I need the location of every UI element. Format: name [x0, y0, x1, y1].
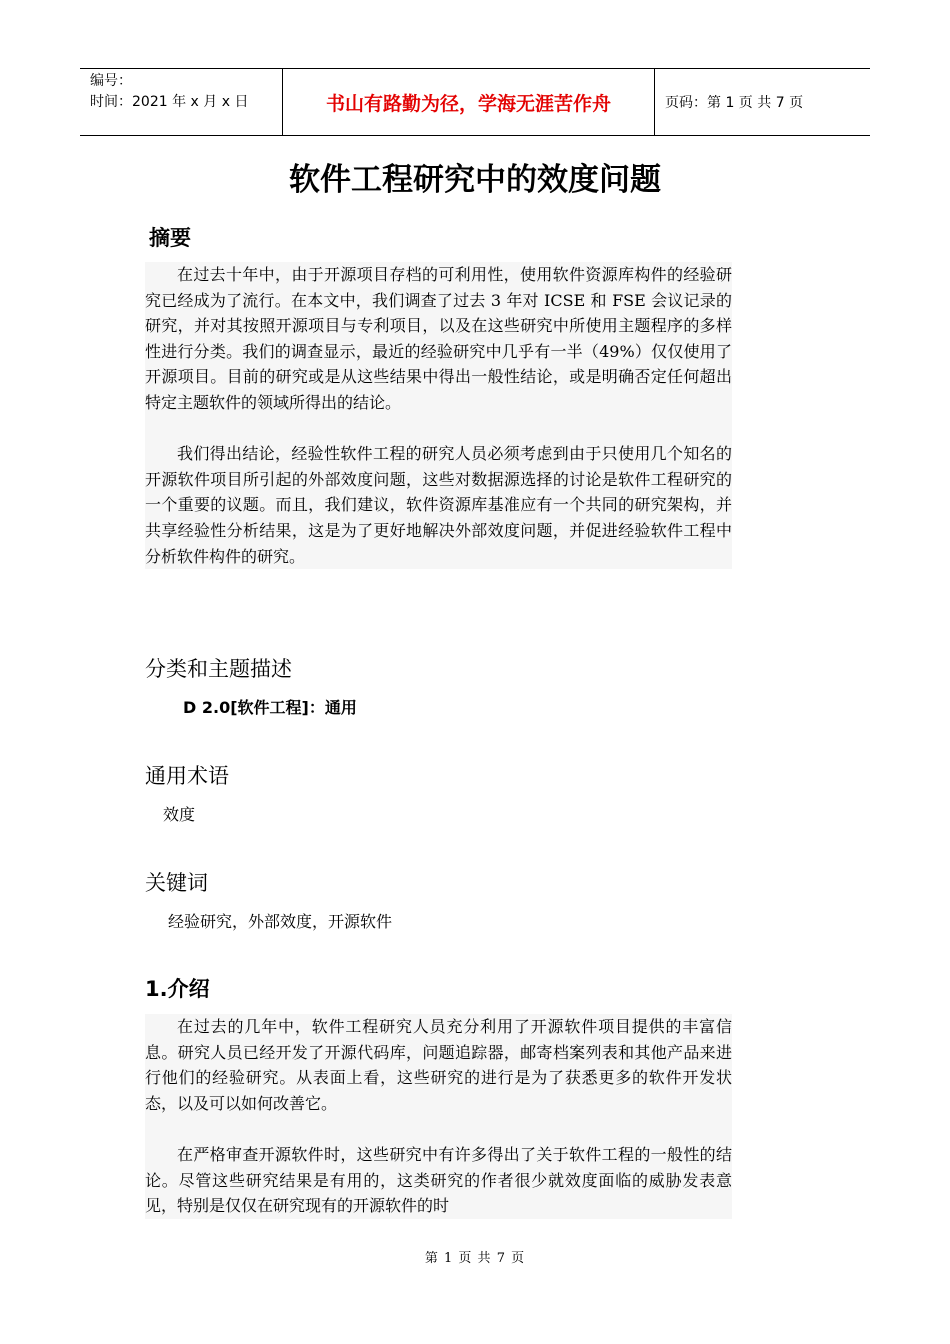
intro-body — [145, 1014, 732, 1219]
general-terms-heading: 通用术语 — [145, 764, 229, 788]
keywords-heading: 关键词 — [145, 871, 208, 895]
page-header — [80, 68, 870, 136]
header-time: 时间：2021 年 x 月 x 日 — [90, 94, 249, 110]
header-meta — [80, 69, 282, 135]
page-footer: 第 1 页 共 7 页 — [424, 1251, 526, 1266]
document-title: 软件工程研究中的效度问题 — [289, 162, 661, 198]
intro-paragraph-2: 在严格审查开源软件时，这些研究中有许多得出了关于软件工程的一般性的结论。尽管这些研究结果是有用的，这类研究的作者很少就效度面临的威胁发表意见，特别是仅仅在研究现有的开源软件的时 — [145, 1144, 732, 1216]
header-motto: 书山有路勤为径，学海无涯苦作舟 — [282, 69, 655, 135]
general-terms-content: 效度 — [163, 805, 196, 824]
abstract-paragraph-2: 我们得出结论，经验性软件工程的研究人员必须考虑到由于只使用几个知名的开源软件项目所引起的外部效度问题，这些对数据源选择的讨论是软件工程研究的一个重要的议题。而且，我们建议，软件资源库基准应有一个共同的研究架构，并共享经验性分析结果，这是为了更好地解决外部效度问题，并促进经验软件工程中分析软件构件的研究。 — [145, 444, 732, 566]
header-page-info: 页码：第 1 页 共 7 页 — [665, 95, 804, 111]
header-number: 编号： — [90, 73, 132, 89]
keywords-content: 经验研究，外部效度，开源软件 — [168, 912, 393, 931]
abstract-body — [145, 262, 732, 569]
intro-heading: 1.介绍 — [145, 977, 210, 1001]
categories-heading: 分类和主题描述 — [145, 657, 292, 681]
intro-paragraph-1: 在过去的几年中，软件工程研究人员充分利用了开源软件项目提供的丰富信息。研究人员已经开发了开源代码库，问题追踪器，邮寄档案列表和其他产品来进行他们的经验研究。从表面上看，这些研究的进行是为了获悉更多的软件开发状态，以及可以如何改善它。 — [145, 1017, 732, 1113]
categories-content: D 2.0[软件工程]：通用 — [183, 698, 357, 717]
abstract-paragraph-1: 在过去十年中，由于开源项目存档的可利用性，使用软件资源库构件的经验研究已经成为了流行。在本文中，我们调查了过去 3 年对 ICSE 和 FSE 会议记录的研究，并对其按照开源项目与专利项目，以及在这些研究中所使用主题程序的多样性进行分类。我们的调查显示，最近的经验研究中几乎有一半（49%）仅仅使用了开源项目。目前的研究或是从这些结果中得出一般性结论，或是明确否定任何超出特定主题软件的领域所得出的结论。 — [145, 265, 732, 412]
abstract-heading: 摘要 — [149, 226, 191, 250]
